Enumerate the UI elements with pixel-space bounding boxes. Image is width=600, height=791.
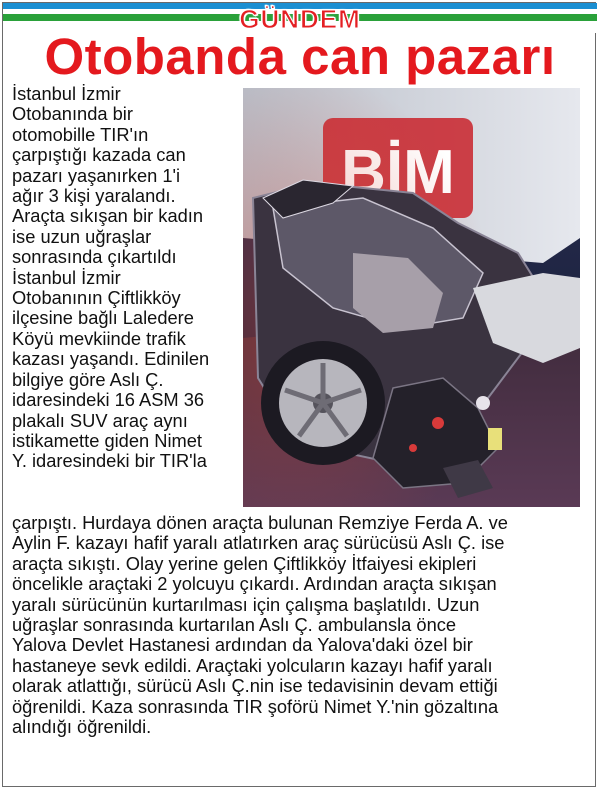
- column-line: plakalı SUV araç aynı: [12, 409, 188, 431]
- column-line: ise uzun uğraşlar: [12, 225, 152, 247]
- column-line: Otobanının Çiftlikköy: [12, 287, 181, 309]
- column-line: Araçta sıkışan bir kadın: [12, 205, 204, 227]
- section-label: GÜNDEM: [239, 4, 361, 34]
- column-line: kazası yaşandı. Edinilen: [12, 348, 210, 370]
- column-line: idaresindeki 16 ASM 36: [12, 389, 205, 411]
- full-line: yaralı sürücünün kurtarılması için çalışma başlatıldı. Uzun: [12, 593, 480, 615]
- full-line: olarak atlattığı, sürücü Aslı Ç.nin ise tedavisinin devam ettiği: [12, 675, 498, 697]
- headline: Otobanda can pazarı: [44, 28, 556, 85]
- column-line: istikamette giden Nimet: [12, 429, 202, 451]
- column-line: Y. idaresindeki bir TIR'la: [12, 450, 207, 472]
- column-line: bilgiye göre Aslı Ç.: [12, 368, 164, 390]
- column-line: Otobanında bir: [12, 103, 133, 125]
- full-line: öncelikle araçtaki 2 yolcuyu çıkardı. Ardından araçta sıkışan: [12, 573, 497, 595]
- column-line: çarpıştığı kazada can: [12, 144, 186, 166]
- article-full-text: [12, 513, 592, 737]
- column-line: ilçesine bağlı Laledere: [12, 307, 194, 329]
- column-line: ağır 3 kişi yaralandı.: [12, 185, 176, 207]
- column-line: pazarı yaşanırken 1'i: [12, 164, 181, 186]
- column-line: Köyü mevkiinde trafik: [12, 327, 186, 349]
- accident-photo: [243, 88, 580, 507]
- column-line: otomobille TIR'ın: [12, 123, 149, 145]
- full-line: uğraşlar sonrasında kurtarılan Aslı Ç. ambulansla önce: [12, 614, 457, 636]
- accident-photo-illustration: [243, 88, 580, 507]
- full-line: hastaneye sevk edildi. Araçtaki yolcuların kazayı hafif yaralı: [12, 654, 493, 676]
- full-line: öğrenildi. Kaza sonrasında TIR şoförü Nimet Y.'nin gözaltına: [12, 695, 499, 717]
- article-column-text: [12, 84, 240, 472]
- full-line: araçta sıkıştı. Olay yerine gelen Çiftlikköy İtfaiyesi ekipleri: [12, 552, 477, 574]
- full-line: Aylin F. kazayı hafif yaralı atlatırken araç sürücüsü Aslı Ç. ise: [12, 532, 505, 554]
- full-line: alındığı öğrenildi.: [12, 716, 152, 738]
- column-line: sonrasında çıkartıldı: [12, 246, 177, 268]
- column-line: İstanbul İzmir: [12, 83, 121, 104]
- full-line: Yalova Devlet Hastanesi ardından da Yalova'daki özel bir: [12, 634, 473, 656]
- column-line: İstanbul İzmir: [12, 266, 121, 288]
- full-line: çarpıştı. Hurdaya dönen araçta bulunan Remziye Ferda A. ve: [12, 512, 508, 533]
